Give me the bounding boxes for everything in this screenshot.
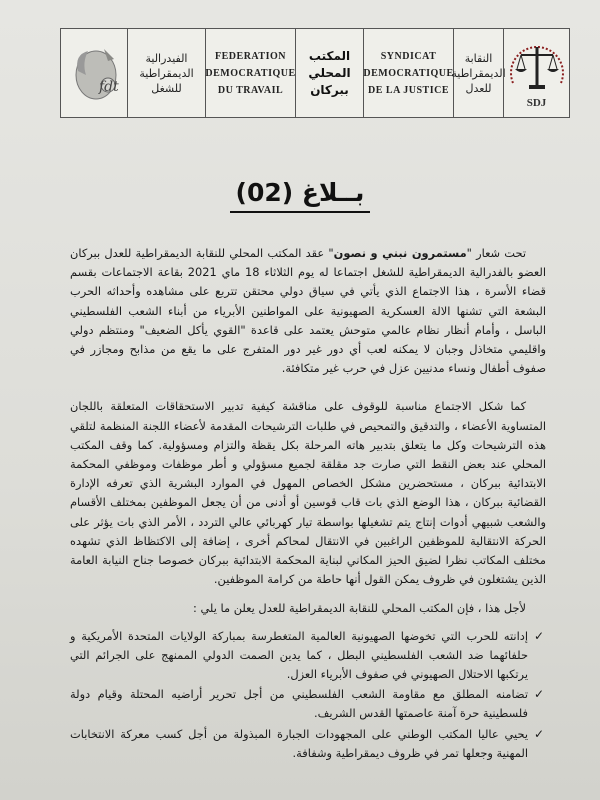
intro-paragraph: تحت شعار "مستمرون نبني و نصون" عقد المكتب المحلي للنقابة الديمقراطية للعدل ببركان العضو بالفدرالية الديمقراطية للشغل اجتماعا له يوم الثلاثاء 18 ماي 2021 بقاعة الاجتماعات بقسم قضاء الأسرة ، هذا الاجتماع الذي يأتي في سياق دولي محتقن تتربع على مشاهده وأحداثه الحرب البشعة التي تشنها الالة العسكرية الصهيونية على المواطنين الأبرياء من أبناء الشعب الفلسطيني الباسل ، وأمام أنظار نظام عالمي متوحش يعتمد على قاعدة "القوي يأكل الضعيف" ومنتظم دولي واقليمي متخاذل وجبان لا يمكنه لعب أي دور غير دور المتفرج على ما يقع من مذابح ومجازر في صفوف أطفال ونساء مدنيين عزل في حرب غير متكافئة. — [70, 246, 547, 376]
local-bureau-name: المكتب المحلي ببركان — [295, 29, 363, 117]
slogan: مستمرون نبني و نصون — [333, 246, 467, 260]
checkmark-icon: ✓ — [533, 726, 545, 741]
fdt-emblem-icon — [68, 41, 120, 105]
syndicat-arabic-name: النقابة الديمقراطية للعدل — [453, 29, 503, 117]
sdj-logo-text: SDJ — [526, 97, 547, 109]
document-body — [70, 244, 546, 764]
syndicat-french-name: SYNDICAT DEMOCRATIQUE DE LA JUSTICE — [363, 29, 453, 117]
document-title: بــلاغ (02) — [0, 178, 600, 213]
checkmark-icon: ✓ — [533, 628, 545, 643]
declaration-intro: لأجل هذا ، فإن المكتب المحلي للنقابة الديمقراطية للعدل يعلن ما يلي : — [192, 601, 526, 616]
declaration-list — [70, 627, 546, 763]
fdt-logo-text: fdt — [99, 79, 119, 95]
federation-french-name: FEDERATION DEMOCRATIQUE DU TRAVAIL — [205, 29, 295, 117]
list-item: ✓ يحيي عاليا المكتب الوطني على المجهودات الجبارة المبذولة من أجل كسب معركة الانتخابات المهنية وجعلها تمر في ظروف ديمقراطية وشفافة. — [70, 726, 545, 760]
checkmark-icon: ✓ — [533, 687, 545, 702]
sdj-logo — [503, 29, 569, 117]
meeting-paragraph: كما شكل الاجتماع مناسبة للوقوف على مناقشة كيفية تدبير الاستحقاقات المتعلقة باللجان المتساوية الأعضاء ، والتدقيق والتمحيص في طلبات الترشيحات المقدمة لأعضاء اللجنة المنظمة لتلقي هذه الترشيحات وكل ما يتعلق بتدبير هاته المرحلة بكل يقظة والتزام ومسؤولية. كما وقف المكتب المحلي عند بعض النقط التي صارت جد مقلقة لجميع مسؤولي و أطر موظفات وموظفي المحكمة الابتدائية ببركان ، مستحضرين مشكل الخصاص المهول في الموارد البشرية الذي تعرفه الإدارة القضائية ببركان ، هذا الوضع الذي بات قاب قوسين أو أدنى من أن يجعل الموظفين بمختلف الأقسام والشعب شبيهي أدوات إنتاج يتم تشغيلها بواسطة تيار كهربائي عالي التردد ، الأمر الذي بات يؤثر على الحركة الانتقالية للموظفين الراغبين في الانتقال لمحاكم أخرى ، إضافة إلى الاكتظاظ الذي تشهده مختلف المكاتب نظرا لضيق الحيز المكاني لبناية المحكمة الابتدائية ببركان خصوصا جناح النيابة العامة الذين يشتغلون في ظروف يمكن القول أنها حاطة من كرامة الموظفين. — [70, 399, 546, 587]
list-item: ✓ تضامنه المطلق مع مقاومة الشعب الفلسطيني من أجل تحرير أراضيه المحتلة وقيام دولة فلسطينية حرة آمنة عاصمتها القدس الشريف. — [70, 687, 545, 721]
list-item: ✓ إدانته للحرب التي تخوضها الصهيونية العالمية المتغطرسة بمباركة الولايات المتحدة الأمريكية و حلفائهما ضد الشعب الفلسطيني البطل ، كما يدين الصمت الدولي الممنهج على الجرائم التي يرتكبها الاحتلال الصهيوني في صفوف الأبرياء العزل. — [70, 628, 545, 682]
letterhead — [60, 28, 570, 118]
scales-of-justice-icon — [507, 37, 567, 95]
federation-arabic-name: الفيدرالية الديمقراطية للشغل — [127, 29, 205, 117]
fdt-logo — [61, 29, 127, 117]
